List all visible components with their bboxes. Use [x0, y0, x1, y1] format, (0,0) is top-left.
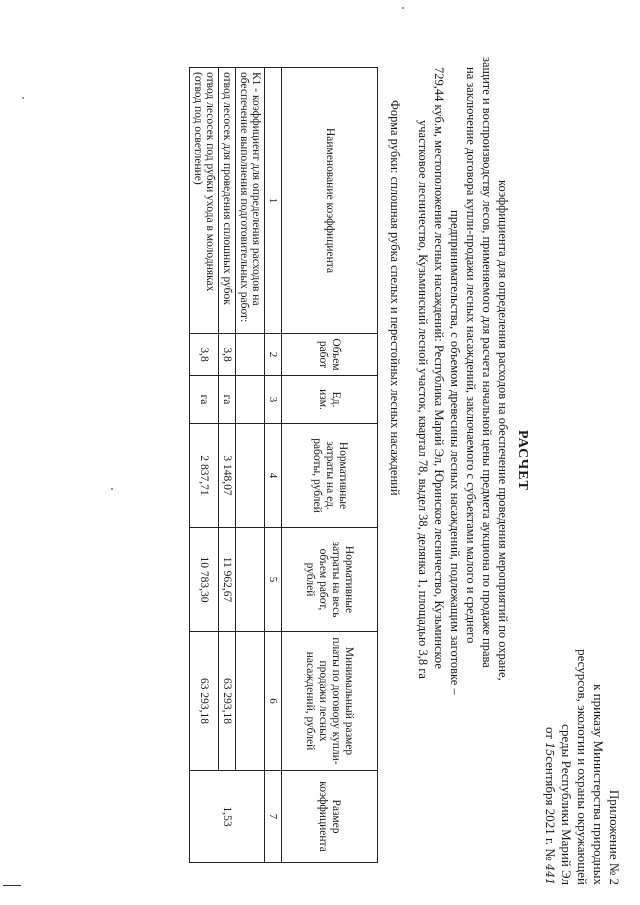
header-min-payment: Минимальный размер платы по договору купли-продажи лесных насаждений, рублей: [282, 632, 378, 771]
row-total-cost: 11 962,67: [219, 528, 236, 632]
header-volume: Объем работ: [282, 334, 378, 376]
row-name-line-2: (отвод под осветление): [192, 72, 204, 185]
row-unit: га: [219, 376, 236, 424]
subtitle-line-1: коэффициента для определения расходов на обеспечение проведения мероприятий по охране,: [496, 180, 510, 681]
subtitle-line-5: 729,44 куб.м, местоположение лесных насаждений: Республика Марий Эл, Юринское лесничество, Кузьминское: [432, 67, 446, 669]
appendix-republic-line: среды Республики Марий Эл: [559, 724, 574, 885]
appendix-block: [541, 649, 622, 885]
table-header-row: [282, 68, 378, 863]
row-name: отвод лесосек для проведения сплошных рубок: [219, 68, 236, 334]
k1-label-line-1: К1 - коэффициент для определения расходов на: [250, 72, 262, 306]
scan-speck: [402, 7, 404, 9]
k1-label-line-2: обеспечение выполнения подготовительных работ:: [238, 72, 250, 323]
empty-cell: [236, 334, 265, 376]
header-unit: Ед. изм.: [282, 376, 378, 424]
subtitle-line-3: на заключение договора купли-продажи лесных насаждений, заключаемого с субъектами малого и среднего: [464, 67, 478, 644]
table-row: [190, 68, 219, 863]
appendix-date-day: 15: [543, 742, 556, 757]
scan-speck: [111, 488, 113, 490]
empty-cell: [236, 376, 265, 424]
row-unit: га: [190, 376, 219, 424]
row-unit-cost: 3 148,07: [219, 424, 236, 528]
column-number: 1: [265, 68, 282, 334]
column-number: 2: [265, 334, 282, 376]
scan-speck: [22, 97, 24, 99]
row-unit-cost: 2 837,71: [190, 424, 219, 528]
column-number: 5: [265, 528, 282, 632]
table-row-k1: [236, 68, 265, 863]
appendix-order-number: 441: [543, 864, 556, 885]
table-row: [219, 68, 236, 863]
appendix-title: Приложение № 2: [607, 789, 622, 885]
appendix-date-line: [541, 649, 558, 885]
header-coefficient-size: Размер коэффициента: [282, 771, 378, 863]
row-total-cost: 10 783,30: [190, 528, 219, 632]
empty-cell: [236, 424, 265, 528]
row-volume: 3,8: [219, 334, 236, 376]
column-number: 4: [265, 424, 282, 528]
felling-form-line: Форма рубки: сплошная рубка спелых и перестойных лесных насаждений: [388, 100, 402, 496]
header-unit-cost: Нормативные затраты на ед. работы, рублей: [282, 424, 378, 528]
header-coefficient-name: Наименование коэффициента: [282, 68, 378, 334]
empty-cell: [236, 632, 265, 771]
margin-mark: [3, 885, 21, 886]
row-min-payment: 63 293,18: [190, 632, 219, 771]
k1-coefficient-value: 1,53: [190, 771, 265, 863]
appendix-date-rest: сентября 2021 г. №: [543, 756, 558, 861]
column-number-row: [265, 68, 282, 863]
appendix-date-prefix: от: [543, 726, 558, 739]
document-title: РАСЧЕТ: [515, 430, 530, 491]
subtitle-line-6: участковое лесничество, Кузьминский лесной участок, квартал 78, выдел 38, делянка 1, площадью 3,8 га: [416, 120, 430, 679]
subtitle-line-2: защите и воспроизводству лесов, применяемого для расчета начальной цены предмета аукциона по продаже права: [480, 57, 494, 668]
subtitle-line-4: предпринимательства, с объемом древесины лесных насаждений, подлежащим заготовке –: [448, 210, 462, 695]
row-name: [190, 68, 219, 334]
row-name-line-1: отвод лесосек под рубки ухода в молодняках: [204, 72, 216, 292]
column-number: 6: [265, 632, 282, 771]
appendix-ministry-line: ресурсов, экологии и охраны окружающей: [575, 649, 590, 885]
row-min-payment: 63 293,18: [219, 632, 236, 771]
column-number: 7: [265, 771, 282, 863]
header-total-cost: Нормативные затраты на весь объем работ, рублей: [282, 528, 378, 632]
row-volume: 3,8: [190, 334, 219, 376]
column-number: 3: [265, 376, 282, 424]
k1-label: [236, 68, 265, 334]
appendix-order-line: к приказу Министерства природных: [591, 684, 606, 885]
calculation-table: [189, 67, 378, 863]
empty-cell: [236, 528, 265, 632]
